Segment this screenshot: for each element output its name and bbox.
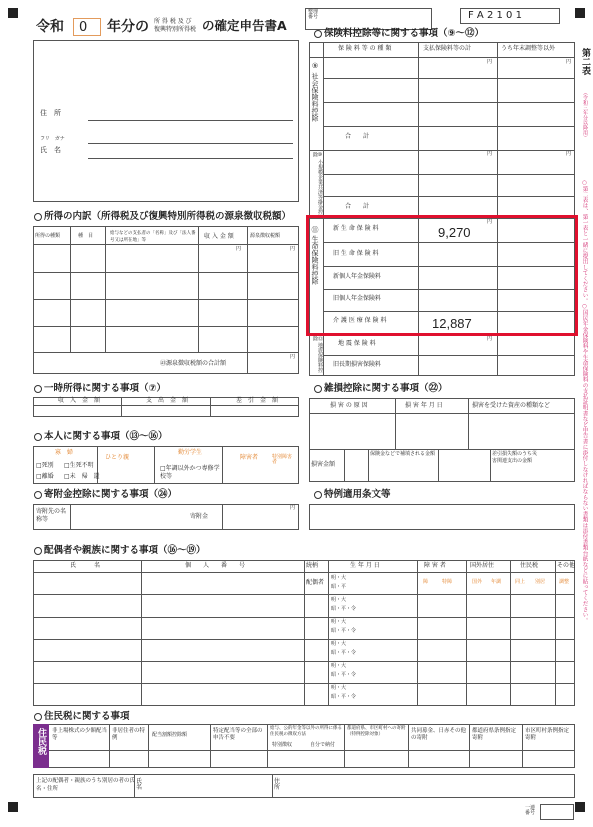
rt-col-8: 都道府県条例指定寄附 [472, 728, 517, 741]
disaster-col-asset: 損害を受けた資産の種類など [472, 402, 551, 409]
life-row-2-label: 旧 生 命 保 険 料 [333, 250, 379, 257]
era-option: 明・大 [331, 685, 347, 691]
working-student-label: 勤労学生 [178, 449, 203, 456]
kyosai-label: ⑩ 小規模企業共済等掛金控除 [312, 152, 323, 215]
special-title-text: 特例適用条文等 [324, 489, 391, 500]
insurance-title [314, 29, 484, 39]
resident-tax-side-text: 住民税 [36, 728, 46, 755]
col-income-amount: 収 入 金 額 [204, 233, 234, 240]
dep-col-name: 氏 名 [70, 562, 101, 569]
disaster-title-text: 雑損控除に関する事項（㉒） [324, 383, 448, 394]
title-prefix: 令和 [36, 19, 64, 35]
care-medical-insurance-amount[interactable]: 12,887 [432, 316, 472, 331]
income-breakdown-title [34, 212, 291, 222]
checkbox-divorced-label: 離婚 [41, 473, 54, 480]
form-code: F A 2 1 0 1 [468, 10, 522, 21]
era-option: 昭・平 [331, 584, 347, 590]
resident-tax-title [34, 712, 130, 722]
era-option: 昭・平・令 [331, 694, 357, 700]
yen-mark: 円 [290, 246, 296, 252]
side-tab: 第二表 [580, 48, 590, 75]
checkbox-unreturned[interactable]: □未 帰 還 [64, 473, 100, 480]
era-option: 明・大 [331, 641, 347, 647]
donation-title-text: 寄附金控除に関する事項（㉔） [44, 489, 178, 500]
life-insurance-highlight [306, 215, 578, 336]
donation-col-name: 寄附先の名称等 [36, 508, 67, 523]
temporary-income-title-text: 一時所得に関する事項（⑦） [44, 383, 167, 394]
single-parent-label: ひとり親 [105, 454, 130, 461]
special-title [314, 490, 391, 500]
ichiren-box[interactable] [540, 804, 574, 820]
dep-col-number: 個 人 番 号 [185, 562, 246, 569]
withholding-total-label: ㊸源泉徴収税額の合計額 [160, 360, 227, 367]
registration-mark-br [575, 802, 585, 812]
side-note: ○第二表は、第一表と一緒に提出してください。○国民年金保険料や生命保険料の支払証明書など申告書に添付しなければならない書類は添付書類台紙などに貼ってください。 [581, 180, 588, 624]
col-item: 種 目 [78, 233, 94, 239]
seiri-label: 整理番号 [308, 9, 319, 20]
address-label: 住 所 [40, 109, 61, 117]
option-adjust[interactable]: 調整 [559, 579, 570, 585]
social-insurance-label: ⑨ 社会保険料控除 [311, 62, 319, 122]
yen-mark: 円 [566, 59, 572, 65]
col-withholding: 源泉徴収税額 [250, 233, 281, 239]
insurance-col-nenmatsu: うち年末調整等以外 [501, 45, 556, 52]
dep-col-disabled: 障 害 者 [424, 562, 446, 569]
name-label: 氏 名 [40, 146, 61, 154]
insurance-col-type: 保 険 料 等 の 種 類 [338, 45, 392, 52]
option-abroad[interactable]: 国外 [472, 579, 483, 585]
temporary-income-title [34, 384, 166, 394]
quake-row-2-label: 旧長期損害保険料 [333, 361, 382, 368]
col-income-type: 所得の種類 [35, 233, 61, 239]
rt-col-3: 配当割額控除額 [152, 732, 188, 738]
option-disabled[interactable]: 障 [423, 579, 429, 585]
option-same[interactable]: 同上 [515, 579, 526, 585]
side-era: （令和三年分以降用） [582, 90, 588, 140]
dep-col-rel: 続柄 [306, 562, 319, 569]
disaster-col-cause: 損 害 の 原 因 [330, 402, 368, 409]
personal-info-box [33, 40, 299, 202]
disabled-label: 障害者 [240, 454, 259, 461]
special-table [309, 504, 575, 530]
checkbox-bereaved[interactable]: □死別 [36, 462, 54, 469]
dep-col-resident: 住民税 [520, 562, 539, 569]
earthquake-insurance-label: ⑫ 地震保険料控除 [312, 336, 323, 373]
era-option: 昭・平・令 [331, 628, 357, 634]
rt-col-6: 都道府県、市区町村への寄附（特例控除対象） [347, 726, 406, 737]
disaster-deduct-label: 差引損失額のうち災害関連支出の金額 [492, 451, 538, 464]
yen-mark: 円 [566, 151, 572, 157]
life-row-4-label: 旧個人年金保険料 [333, 295, 382, 302]
separate-name-label: 氏名 [136, 778, 143, 791]
furigana-label: フリ ガナ [40, 136, 65, 142]
rt-col-4: 特定配当等の全部の申告不要 [213, 728, 263, 741]
yen-mark: 円 [290, 354, 296, 360]
quake-row-1-label: 地 震 保 険 料 [338, 340, 376, 347]
checkbox-nencho-other[interactable]: □年調以外かつ専修学校等 [160, 465, 220, 480]
era-option: 昭・平・令 [331, 672, 357, 678]
yen-mark: 円 [290, 505, 296, 511]
dependents-title [34, 546, 206, 556]
option-special-disabled[interactable]: 特障 [442, 579, 453, 585]
temp-col-income: 収 入 金 額 [58, 397, 101, 404]
donation-col-amount: 寄附金 [190, 513, 209, 520]
checkbox-bereaved-label: 死別 [41, 462, 54, 469]
yen-mark: 円 [236, 246, 242, 252]
era-option: 昭・平・令 [331, 606, 357, 612]
checkbox-missing-label: 生死不明 [69, 462, 94, 469]
yen-mark: 円 [487, 59, 493, 65]
social-insurance-total: 合 計 [345, 133, 370, 140]
yen-mark: 円 [487, 151, 493, 157]
disaster-amount-label: 損害金額 [311, 461, 336, 468]
rt-special-collection[interactable]: 特別徴収 [272, 742, 293, 748]
rt-col-2: 非居住者の特例 [112, 728, 146, 741]
rt-col-5: 給与、公的年金等以外の所得に係る住民税の徴収方法 [270, 726, 342, 737]
registration-mark-bl [8, 802, 18, 812]
registration-mark-tl [8, 8, 18, 18]
disaster-col-date: 損 害 年 月 日 [405, 402, 443, 409]
yen-mark: 円 [487, 336, 493, 342]
yen-mark: 円 [487, 219, 493, 225]
income-breakdown-title-text: 所得の内訳（所得税及び復興特別所得税の源泉徴収税額） [44, 211, 292, 222]
temp-col-diff: 差 引 金 額 [236, 397, 279, 404]
rt-col-1: 非上場株式の少額配当等 [52, 728, 108, 741]
checkbox-missing[interactable]: □生死不明 [64, 462, 94, 469]
registration-mark-tr [575, 8, 585, 18]
era-option: 明・大 [331, 575, 347, 581]
insurance-title-text: 保険料控除等に関する事項（⑨～⑫） [324, 28, 485, 39]
rt-self-payment[interactable]: 自分で納付 [310, 742, 336, 748]
form-title: の確定申告書A [202, 18, 287, 33]
life-row-1-label: 新 生 命 保 険 料 [333, 225, 379, 232]
checkbox-divorced[interactable]: □離婚 [36, 473, 54, 480]
option-nencho[interactable]: 年調 [491, 579, 502, 585]
ichiren-label: 一連番号 [525, 805, 536, 816]
self-title-text: 本人に関する事項（⑬～⑯） [44, 431, 168, 442]
col-payer: 給与などの支払者の「名称」及び「法人番号又は所在地」等 [110, 231, 196, 243]
era-year-field[interactable] [73, 18, 101, 36]
new-life-insurance-amount[interactable]: 9,270 [438, 225, 471, 240]
resident-tax-title-text: 住民税に関する事項 [44, 711, 130, 722]
separate-address-label: 住所 [274, 778, 281, 791]
disaster-table [309, 398, 575, 482]
title-mid: 年分の [107, 19, 149, 35]
disaster-insurance-label: 保険金などで補填される金額 [370, 451, 436, 457]
insurance-col-paid: 支払保険料等の計 [423, 45, 472, 52]
dependents-title-text: 配偶者や親族に関する事項（⑯～⑲） [44, 545, 206, 556]
life-insurance-label: ⑪ 生命保険料控除 [311, 226, 319, 285]
donation-title [34, 490, 177, 500]
era-option: 昭・平・令 [331, 650, 357, 656]
separate-residence-label: 上記の配偶者・親族のうち別居の者の氏名・住所 [36, 778, 136, 792]
era-option: 明・大 [331, 619, 347, 625]
dep-col-birth: 生 年 月 日 [350, 562, 380, 569]
temp-col-expense: 支 出 金 額 [146, 397, 189, 404]
era-year-value: 0 [79, 20, 88, 35]
option-separate[interactable]: 別居 [535, 579, 546, 585]
self-title [34, 432, 168, 442]
donation-table [33, 504, 299, 530]
rt-col-7: 共同募金、日赤その他の寄附 [411, 728, 467, 741]
seiri-number-box[interactable] [305, 8, 432, 30]
era-option: 明・大 [331, 663, 347, 669]
kyosai-total: 合 計 [345, 203, 370, 210]
disaster-title [314, 384, 448, 394]
rt-col-9: 市区町村条例指定寄附 [525, 728, 570, 741]
title-small-1: 所 得 税 及 び [154, 18, 192, 25]
title-small-2: 復興特別所得税 [154, 26, 197, 33]
dep-col-abroad: 国外居住 [470, 562, 495, 569]
special-disabled-label: 特別障害者 [272, 454, 293, 465]
dep-col-other: その他 [557, 562, 576, 569]
checkbox-unreturned-label: 未 帰 還 [69, 473, 100, 480]
life-row-3-label: 新個人年金保険料 [333, 273, 382, 280]
era-option: 明・大 [331, 597, 347, 603]
spouse-label: 配偶者 [306, 579, 325, 586]
widow-label: 寡 婦 [55, 449, 74, 456]
life-row-5-label: 介 護 医 療 保 険 料 [333, 317, 387, 324]
checkbox-nencho-other-label: 年調以外かつ専修学校等 [160, 465, 220, 480]
